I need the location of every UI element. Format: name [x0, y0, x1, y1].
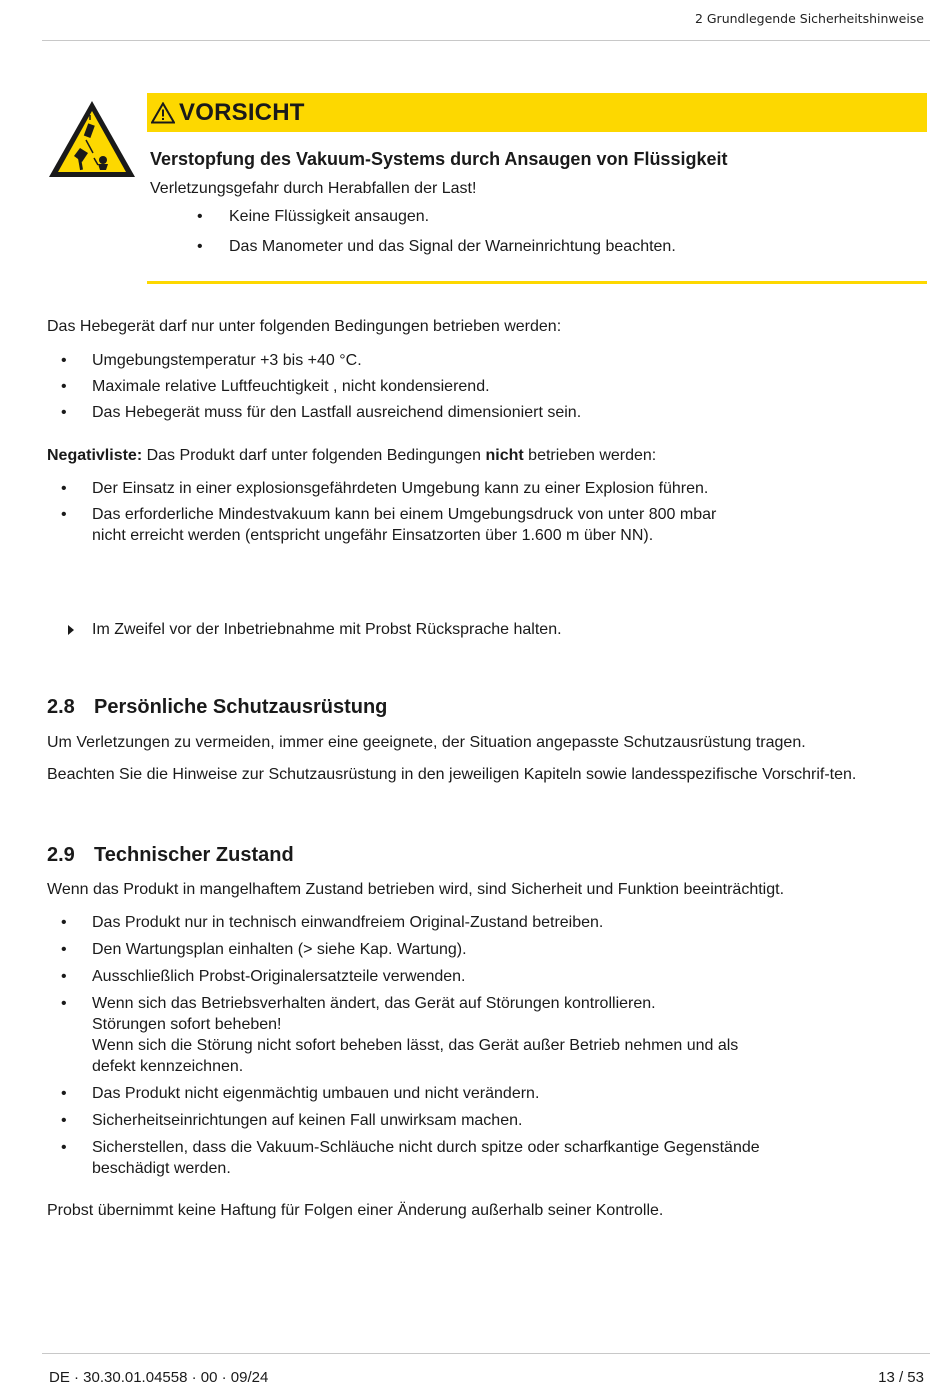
warning-banner: [147, 93, 927, 132]
paragraph: Um Verletzungen zu vermeiden, immer eine geeignete, der Situation angepasste Schutzausrüstung tragen.: [47, 734, 806, 751]
footer-divider: [42, 1353, 930, 1354]
paragraph: Probst übernimmt keine Haftung für Folgen einer Änderung außerhalb seiner Kontrolle.: [47, 1202, 664, 1219]
action-instruction: Im Zweifel vor der Inbetriebnahme mit Probst Rücksprache halten.: [47, 619, 562, 640]
list-item: • Umgebungstemperatur +3 bis +40 °C.: [47, 350, 907, 371]
running-header: 2 Grundlegende Sicherheitshinweise: [694, 11, 924, 26]
falling-load-warning-icon: [46, 98, 138, 180]
list-item: • Sicherheitseinrichtungen auf keinen Fall unwirksam machen.: [47, 1110, 767, 1131]
list-item: • Das erforderliche Mindestvakuum kann bei einem Umgebungsdruck von unter 800 mbar nicht erreicht werden (entspricht ungefähr Einsatzorten über 1.600 m über NN).: [47, 504, 737, 546]
warning-label: VORSICHT: [179, 98, 305, 126]
conditions-intro: Das Hebegerät darf nur unter folgenden Bedingungen betrieben werden:: [47, 318, 562, 335]
warning-list: [150, 208, 676, 268]
list-item: • Das Manometer und das Signal der Warneinrichtung beachten.: [150, 238, 676, 268]
warning-bottom-rule: [147, 281, 927, 284]
list-item: • Ausschließlich Probst-Originalersatzteile verwenden.: [47, 966, 767, 987]
arrow-right-icon: [68, 625, 74, 635]
negative-list: [47, 478, 737, 546]
condition-checklist: [47, 912, 767, 1179]
conditions-list: [47, 350, 907, 423]
section-heading: 2.9 Technischer Zustand: [47, 844, 294, 866]
negative-list-intro: Negativliste: Das Produkt darf unter folgenden Bedingungen nicht betrieben werden:: [47, 447, 657, 464]
list-item: • Sicherstellen, dass die Vakuum-Schläuche nicht durch spitze oder scharfkantige Gegenstände beschädigt werden.: [47, 1137, 767, 1179]
warning-heading: Verstopfung des Vakuum-Systems durch Ansaugen von Flüssigkeit: [150, 149, 728, 169]
warning-triangle-icon: [151, 102, 175, 124]
list-item: • Den Wartungsplan einhalten (> siehe Kap. Wartung).: [47, 939, 767, 960]
list-item: • Das Produkt nur in technisch einwandfreiem Original-Zustand betreiben.: [47, 912, 767, 933]
emphasis: nicht: [485, 447, 524, 464]
list-item: • Keine Flüssigkeit ansaugen.: [150, 208, 676, 238]
warning-subtitle: Verletzungsgefahr durch Herabfallen der Last!: [150, 180, 477, 197]
paragraph: Wenn das Produkt in mangelhaftem Zustand betrieben wird, sind Sicherheit und Funktion beeinträchtigt.: [47, 881, 785, 898]
section-heading: 2.8 Persönliche Schutzausrüstung: [47, 696, 388, 718]
list-item: • Maximale relative Luftfeuchtigkeit , nicht kondensierend.: [47, 376, 907, 397]
paragraph: Beachten Sie die Hinweise zur Schutzausrüstung in den jeweiligen Kapiteln sowie landesspezifische Vorschrif-ten.: [47, 766, 857, 783]
header-divider: [42, 40, 930, 41]
list-item: • Wenn sich das Betriebsverhalten ändert, das Gerät auf Störungen kontrollieren. Störungen sofort beheben! Wenn sich die Störung nicht sofort beheben lässt, das Gerät außer Betrieb nehmen und als defekt kennzeichnen.: [47, 993, 767, 1077]
list-item: • Das Hebegerät muss für den Lastfall ausreichend dimensioniert sein.: [47, 402, 907, 423]
document-id: DE · 30.30.01.04558 · 00 · 09/24: [49, 1369, 269, 1386]
page-number: 13 / 53: [878, 1369, 924, 1386]
negative-list-label: Negativliste:: [47, 447, 143, 464]
list-item: • Der Einsatz in einer explosionsgefährdeten Umgebung kann zu einer Explosion führen.: [47, 478, 737, 499]
list-item: • Das Produkt nicht eigenmächtig umbauen und nicht verändern.: [47, 1083, 767, 1104]
